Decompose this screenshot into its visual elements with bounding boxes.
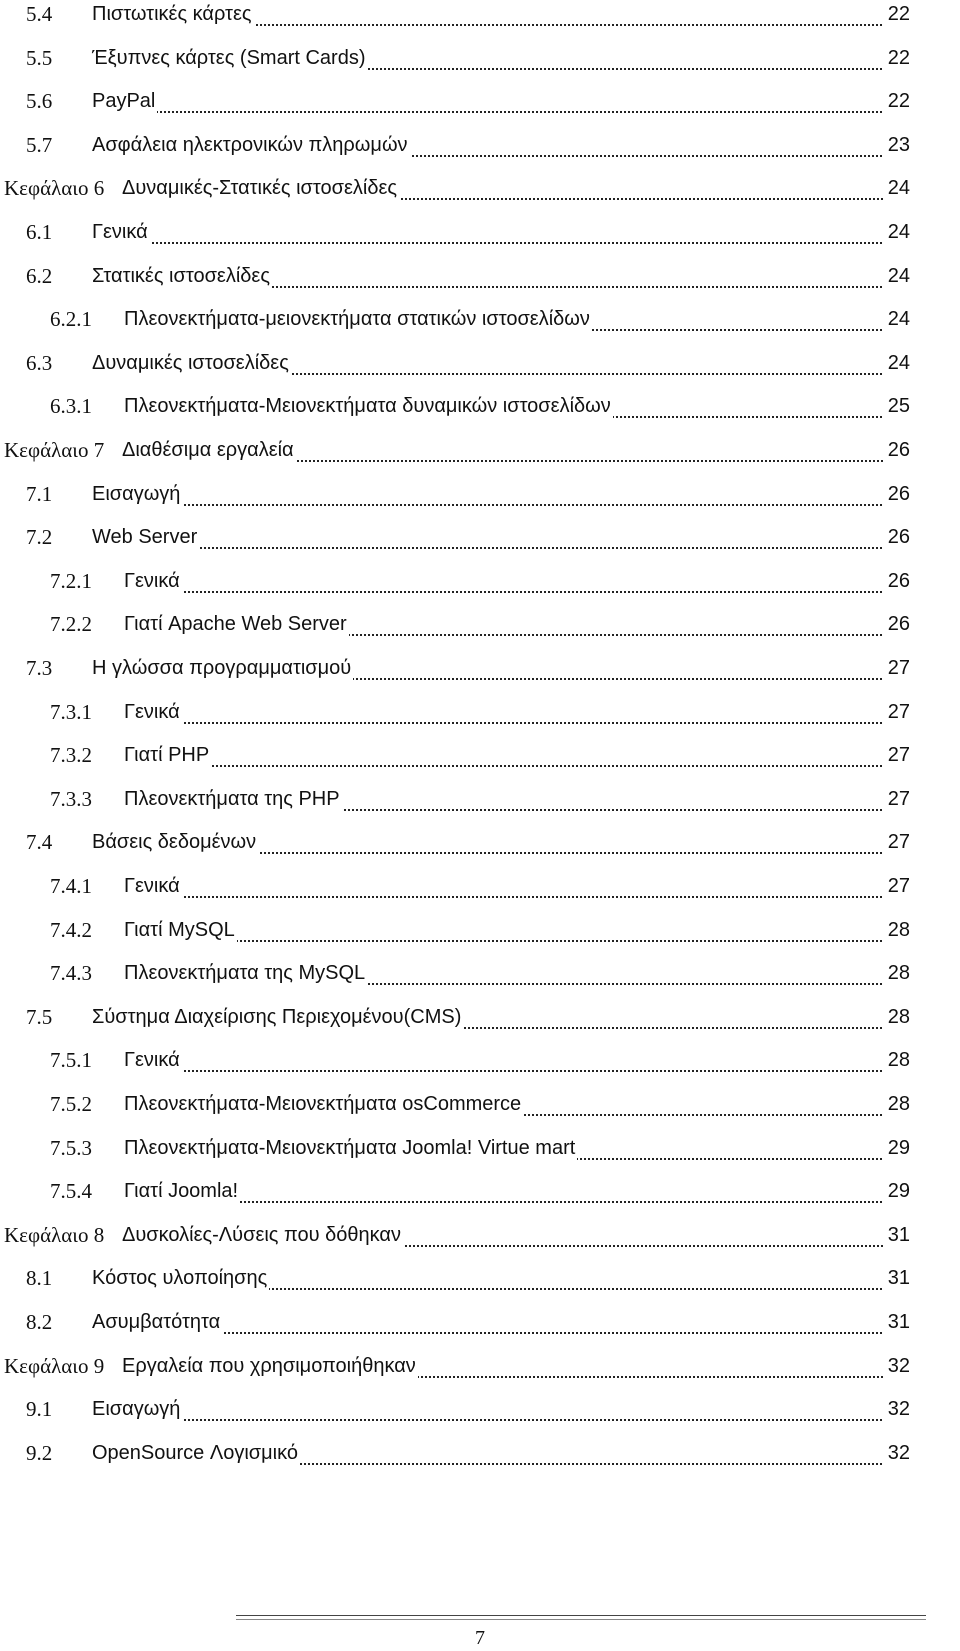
toc-entry-title: Βάσεις δεδομένων xyxy=(92,828,258,856)
toc-entry[interactable] xyxy=(0,654,960,694)
toc-entry-title: Πιστωτικές κάρτες xyxy=(92,0,254,28)
toc-entry-page: 22 xyxy=(884,87,910,115)
toc-entry-page: 24 xyxy=(884,349,910,377)
toc-entry-number: 7.4.2 xyxy=(50,917,92,942)
toc-entry-title: Γιατί PHP xyxy=(124,741,211,769)
toc-entry-title: Γενικά xyxy=(124,1046,182,1074)
toc-entry-page: 27 xyxy=(884,872,910,900)
toc-entry[interactable] xyxy=(0,916,960,956)
toc-entry-title: Γιατί MySQL xyxy=(124,916,237,944)
toc-entry-page: 28 xyxy=(884,916,910,944)
toc-entry-title: Γενικά xyxy=(124,698,182,726)
toc-entry-page: 32 xyxy=(884,1439,910,1467)
toc-entry-page: 24 xyxy=(884,262,910,290)
toc-entry-number: 7.5 xyxy=(26,1004,53,1029)
toc-entry-title: Εργαλεία που χρησιμοποιήθηκαν xyxy=(122,1352,418,1380)
toc-chapter-entry[interactable] xyxy=(0,1221,960,1261)
toc-entry-page: 28 xyxy=(884,1046,910,1074)
footer-divider xyxy=(236,1615,926,1616)
toc-entry-number: 7.3.2 xyxy=(50,743,92,768)
toc-entry-page: 29 xyxy=(884,1134,910,1162)
toc-entry-number: Κεφάλαιο 7 xyxy=(4,438,105,462)
toc-entry-page: 24 xyxy=(884,218,910,246)
toc-entry[interactable] xyxy=(0,0,960,40)
toc-entry-page: 23 xyxy=(884,131,910,159)
toc-entry-page: 28 xyxy=(884,959,910,987)
toc-entry-number: 6.1 xyxy=(26,220,53,244)
toc-entry-number: Κεφάλαιο 9 xyxy=(4,1353,105,1378)
toc-dot-leader xyxy=(144,575,902,593)
toc-entry-page: 28 xyxy=(884,1003,910,1031)
toc-entry-number: 7.3.3 xyxy=(50,786,92,811)
toc-entry-page: 31 xyxy=(884,1264,910,1292)
toc-entry-number: 5.4 xyxy=(26,2,53,26)
toc-dot-leader xyxy=(144,880,902,898)
toc-entry[interactable] xyxy=(0,1177,960,1217)
toc-dot-leader xyxy=(112,1316,902,1334)
toc-entry-number: 7.5.3 xyxy=(50,1135,92,1160)
toc-entry-title: OpenSource Λογισμικό xyxy=(92,1439,300,1467)
toc-entry-title: Σύστημα Διαχείρισης Περιεχομένου(CMS) xyxy=(92,1003,463,1031)
toc-entry[interactable] xyxy=(0,959,960,999)
toc-entry-title: Κόστος υλοποίησης xyxy=(92,1264,269,1292)
toc-chapter-entry[interactable] xyxy=(0,174,960,214)
toc-entry[interactable] xyxy=(0,785,960,825)
toc-entry-number: Κεφάλαιο 6 xyxy=(4,176,105,201)
toc-entry-number: 7.3 xyxy=(26,656,53,680)
toc-dot-leader xyxy=(144,706,902,724)
toc-entry-title: Εισαγωγή xyxy=(92,480,182,508)
toc-entry-page: 24 xyxy=(884,174,910,202)
toc-entry[interactable] xyxy=(0,1046,960,1086)
toc-entry-number: 5.6 xyxy=(26,89,53,114)
toc-entry-page: 27 xyxy=(884,828,910,856)
toc-entry-title: Στατικές ιστοσελίδες xyxy=(92,262,272,290)
toc-entry-number: 7.3.1 xyxy=(50,699,92,724)
toc-chapter-entry[interactable] xyxy=(0,1352,960,1392)
toc-entry-number: 7.5.1 xyxy=(50,1048,92,1073)
toc-entry-page: 28 xyxy=(884,1090,910,1118)
toc-entry-number: 8.2 xyxy=(26,1310,53,1334)
toc-entry-title: Πλεονεκτήματα-μειονεκτήματα στατικών ιστοσελίδων xyxy=(124,305,592,333)
toc-entry-page: 26 xyxy=(884,436,910,464)
toc-entry-title: Πλεονεκτήματα της PHP xyxy=(124,785,342,813)
toc-entry[interactable] xyxy=(0,828,960,868)
toc-entry-title: PayPal xyxy=(92,87,157,115)
toc-entry-page: 22 xyxy=(884,44,910,72)
toc-entry-number: 7.4.1 xyxy=(50,874,92,898)
toc-entry-title: Δυναμικές-Στατικές ιστοσελίδες xyxy=(122,174,399,202)
toc-entry[interactable] xyxy=(0,262,960,302)
toc-entry-page: 26 xyxy=(884,480,910,508)
toc-entry[interactable] xyxy=(0,523,960,563)
toc-entry-page: 29 xyxy=(884,1177,910,1205)
toc-entry[interactable] xyxy=(0,741,960,781)
toc-entry-page: 27 xyxy=(884,785,910,813)
toc-entry[interactable] xyxy=(0,480,960,520)
toc-chapter-entry[interactable] xyxy=(0,436,960,476)
toc-entry-number: 7.2 xyxy=(26,525,53,550)
toc-entry-page: 31 xyxy=(884,1221,910,1249)
toc-entry-title: Ασφάλεια ηλεκτρονικών πληρωμών xyxy=(92,131,410,159)
toc-entry-number: 7.2.2 xyxy=(50,612,92,637)
toc-entry-title: Γενικά xyxy=(124,567,182,595)
toc-entry[interactable] xyxy=(0,610,960,650)
toc-entry[interactable] xyxy=(0,872,960,912)
toc-entry[interactable] xyxy=(0,698,960,738)
toc-dot-leader xyxy=(112,1403,902,1421)
toc-entry-title: Ασυμβατότητα xyxy=(92,1308,222,1336)
toc-dot-leader xyxy=(112,488,902,506)
toc-entry-page: 25 xyxy=(884,392,910,420)
toc-entry-number: 7.4.3 xyxy=(50,961,92,986)
toc-entry-title: Web Server xyxy=(92,523,199,551)
toc-entry[interactable] xyxy=(0,1264,960,1304)
toc-entry-page: 32 xyxy=(884,1352,910,1380)
footer-divider-secondary xyxy=(236,1619,926,1620)
toc-entry-page: 27 xyxy=(884,654,910,682)
toc-entry-number: 7.2.1 xyxy=(50,568,92,593)
toc-entry-title: Διαθέσιμα εργαλεία xyxy=(122,436,296,464)
toc-entry-number: 6.2.1 xyxy=(50,307,92,332)
toc-dot-leader xyxy=(144,1185,902,1203)
toc-dot-leader xyxy=(112,95,902,113)
toc-dot-leader xyxy=(112,226,902,244)
toc-entry-title: Γενικά xyxy=(92,218,150,246)
toc-entry[interactable] xyxy=(0,44,960,84)
toc-entry[interactable] xyxy=(0,305,960,345)
toc-entry-page: 26 xyxy=(884,523,910,551)
toc-entry-number: 9.1 xyxy=(26,1397,53,1422)
toc-entry-page: 31 xyxy=(884,1308,910,1336)
toc-entry-page: 26 xyxy=(884,567,910,595)
toc-entry-number: 6.3 xyxy=(26,350,53,375)
toc-entry-number: 8.1 xyxy=(26,1266,53,1291)
toc-entry[interactable] xyxy=(0,1134,960,1174)
toc-entry-page: 22 xyxy=(884,0,910,28)
toc-entry[interactable] xyxy=(0,87,960,127)
page-number: 7 xyxy=(475,1627,485,1649)
toc-entry-page: 26 xyxy=(884,610,910,638)
toc-dot-leader xyxy=(112,531,902,549)
toc-dot-leader xyxy=(144,1054,902,1072)
toc-entry-page: 27 xyxy=(884,741,910,769)
toc-entry-number: 5.5 xyxy=(26,45,53,70)
toc-entry[interactable] xyxy=(0,131,960,171)
toc-entry-number: Κεφάλαιο 8 xyxy=(4,1222,105,1247)
toc-entry[interactable] xyxy=(0,567,960,607)
toc-entry-title: Πλεονεκτήματα-Μειονεκτήματα osCommerce xyxy=(124,1090,523,1118)
toc-entry-number: 6.3.1 xyxy=(50,394,92,419)
toc-entry[interactable] xyxy=(0,218,960,258)
toc-entry[interactable] xyxy=(0,1395,960,1435)
toc-entry-title: Γενικά xyxy=(124,872,182,900)
toc-entry[interactable] xyxy=(0,1003,960,1043)
toc-entry-page: 24 xyxy=(884,305,910,333)
toc-entry-title: Δυσκολίες-Λύσεις που δόθηκαν xyxy=(122,1221,403,1249)
toc-entry[interactable] xyxy=(0,392,960,432)
toc-entry-number: 9.2 xyxy=(26,1440,53,1465)
toc-entry-page: 27 xyxy=(884,698,910,726)
toc-entry-title: Εισαγωγή xyxy=(92,1395,182,1423)
toc-entry-title: Η γλώσσα προγραμματισμού xyxy=(92,654,353,682)
toc-dot-leader xyxy=(144,749,902,767)
toc-entry-number: 5.7 xyxy=(26,132,53,157)
toc-entry[interactable] xyxy=(0,1308,960,1348)
toc-entry-title: Πλεονεκτήματα-Μειονεκτήματα δυναμικών ιστοσελίδων xyxy=(124,392,613,420)
toc-entry[interactable] xyxy=(0,349,960,389)
toc-entry-title: Δυναμικές ιστοσελίδες xyxy=(92,349,291,377)
toc-entry-page: 32 xyxy=(884,1395,910,1423)
toc-entry-number: 7.5.2 xyxy=(50,1092,92,1116)
toc-entry-number: 7.4 xyxy=(26,830,53,855)
toc-entry-title: Έξυπνες κάρτες (Smart Cards) xyxy=(92,44,367,72)
toc-entry-number: 7.5.4 xyxy=(50,1179,92,1204)
toc-entry-number: 7.1 xyxy=(26,481,53,506)
toc-entry-title: Πλεονεκτήματα της MySQL xyxy=(124,959,367,987)
toc-entry[interactable] xyxy=(0,1090,960,1130)
toc-entry-title: Γιατί Joomla! xyxy=(124,1177,240,1205)
toc-entry[interactable] xyxy=(0,1439,960,1479)
toc-entry-number: 6.2 xyxy=(26,263,53,288)
toc-dot-leader xyxy=(144,924,902,942)
toc-entry-title: Πλεονεκτήματα-Μειονεκτήματα Joomla! Virtue mart xyxy=(124,1134,577,1162)
toc-entry-title: Γιατί Apache Web Server xyxy=(124,610,349,638)
